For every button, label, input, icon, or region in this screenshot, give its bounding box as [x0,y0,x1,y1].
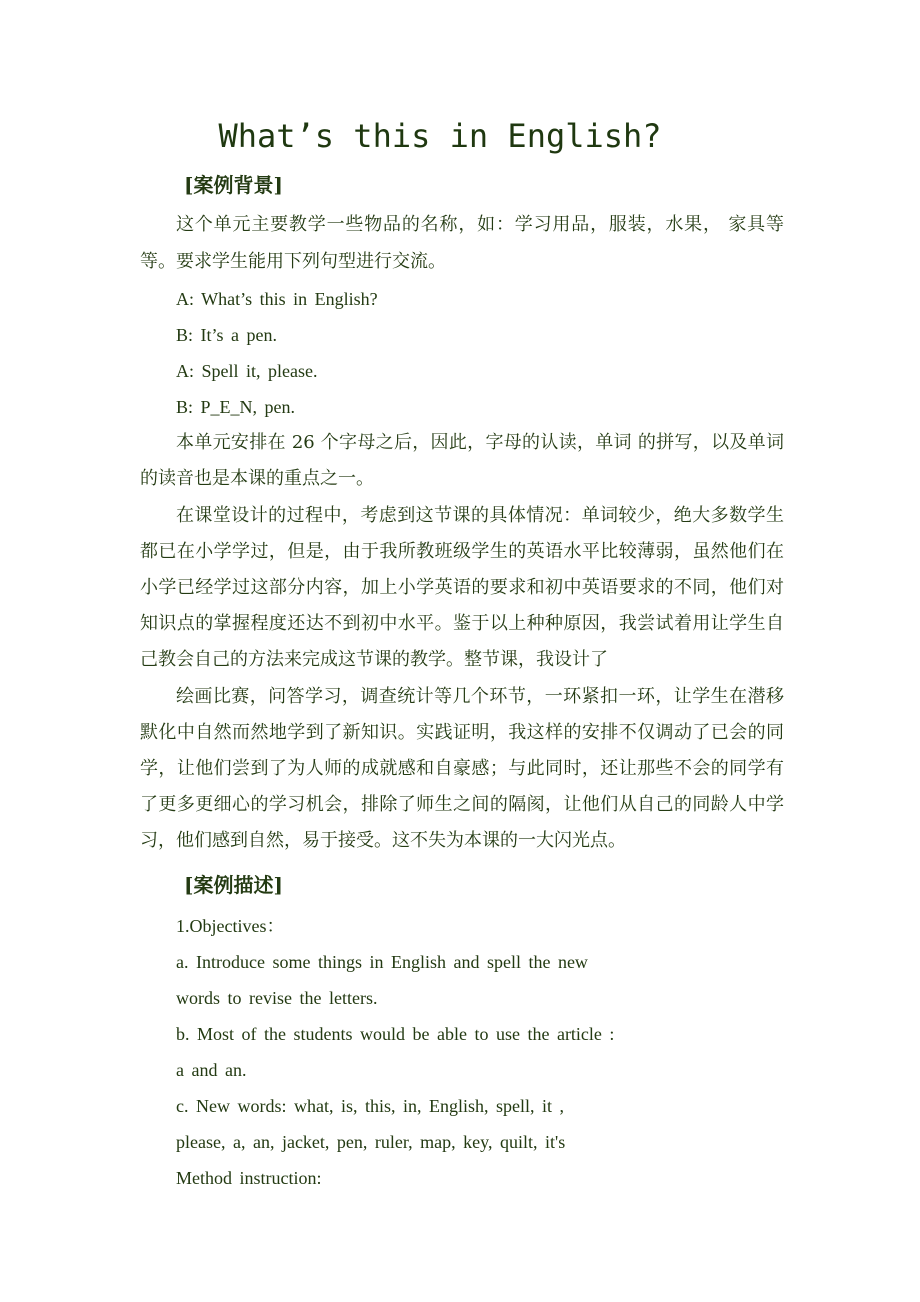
section-heading-description: [案例描述] [184,873,283,897]
paragraph-line: 己教会自己的方法来完成这节课的教学。整节课，我设计了 [140,649,608,670]
paragraph-line: 的读音也是本课的重点之一。 [140,468,374,489]
paragraph-line: 都已在小学学过，但是，由于我所教班级学生的英语水平比较薄弱，虽然他们在 [140,541,784,562]
paragraph-line: 这个单元主要教学一些物品的名称，如：学习用品，服装，水果， 家具等 [176,214,784,235]
objectives-line: a and an. [176,1060,247,1080]
paragraph-line: 学，让他们尝到了为人师的成就感和自豪感；与此同时，还让那些不会的同学有 [140,758,784,779]
paragraph-line: 在课堂设计的过程中，考虑到这节课的具体情况：单词较少，绝大多数学生 [176,505,784,526]
objectives-line: 1.Objectives： [176,916,285,936]
objectives-line: c. New words: what, is, this, in, English, spell, it , [176,1096,564,1116]
paragraph-line: 了更多更细心的学习机会，排除了师生之间的隔阂，让他们从自己的同龄人中学 [140,794,784,815]
paragraph-line: 默化中自然而然地学到了新知识。实践证明，我这样的安排不仅调动了已会的同 [140,722,784,743]
paragraph-line: 知识点的掌握程度还达不到初中水平。鉴于以上种种原因，我尝试着用让学生自 [140,613,784,634]
objectives-line: please, a, an, jacket, pen, ruler, map, key, quilt, it's [176,1132,566,1152]
dialogue-line: A: What’s this in English? [176,289,378,309]
objectives-line: b. Most of the students would be able to use the article : [176,1024,615,1044]
dialogue-line: A: Spell it, please. [176,361,318,381]
dialogue-line: B: It’s a pen. [176,325,277,345]
paragraph-line: 小学已经学过这部分内容，加上小学英语的要求和初中英语要求的不同，他们对 [140,577,784,598]
objectives-line: a. Introduce some things in English and spell the new [176,952,588,972]
paragraph-line: 本单元安排在 26 个字母之后，因此，字母的认读，单词 的拼写，以及单词 [176,432,784,453]
objectives-line: words to revise the letters. [176,988,378,1008]
paragraph-line: 习，他们感到自然，易于接受。这不失为本课的一大闪光点。 [140,830,626,851]
dialogue-line: B: P_E_N, pen. [176,397,296,417]
section-heading-background: [案例背景] [184,173,283,197]
document-title: What’s this in English? [218,117,662,155]
paragraph-line: 等。要求学生能用下列句型进行交流。 [140,251,446,272]
paragraph-line: 绘画比赛，问答学习，调查统计等几个环节，一环紧扣一环，让学生在潜移 [176,686,784,707]
objectives-line: Method instruction: [176,1168,322,1188]
